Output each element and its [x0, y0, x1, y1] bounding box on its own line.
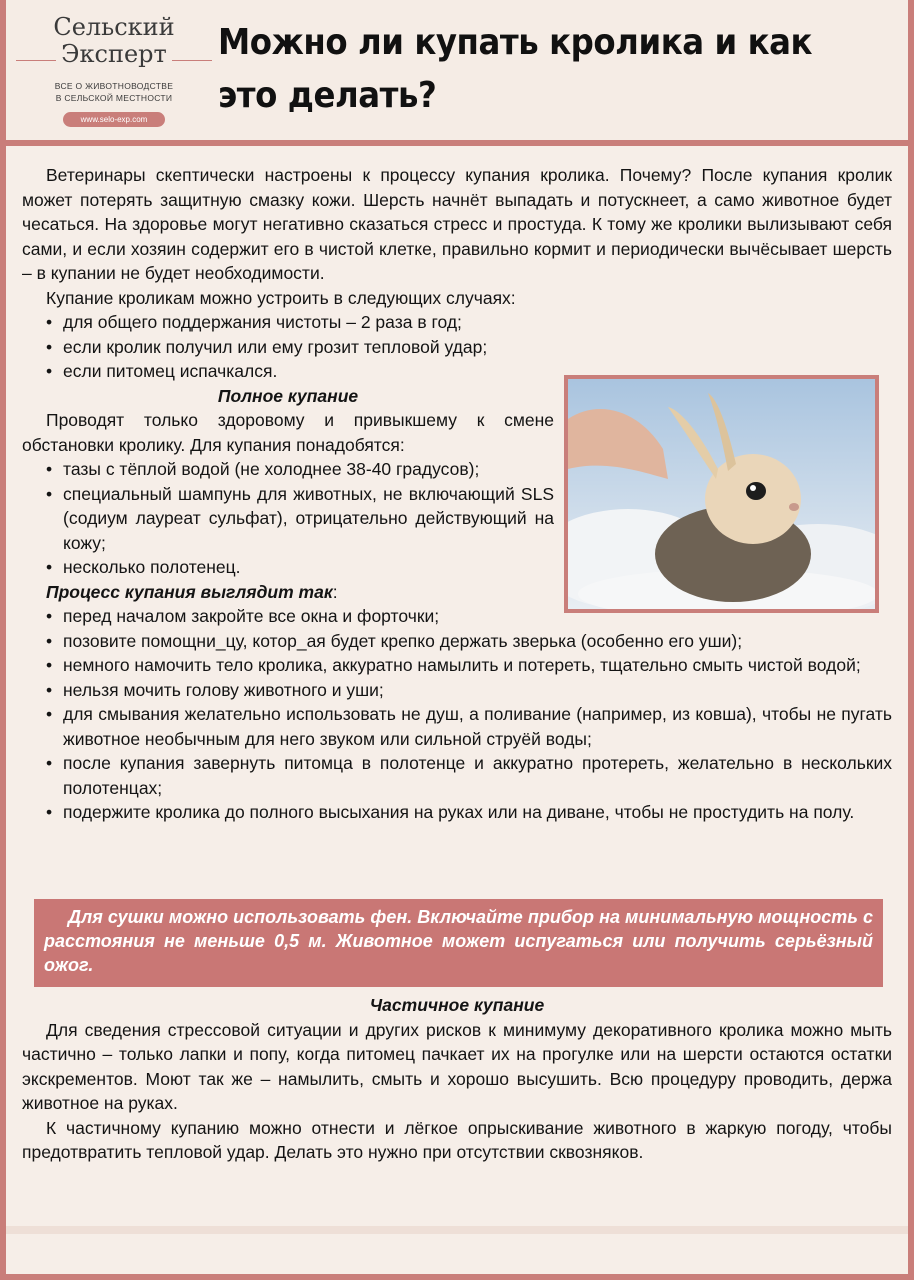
logo-divider-right	[172, 60, 212, 61]
warning-callout: Для сушки можно использовать фен. Включайте прибор на минимальную мощность с расстояния не меньше 0,5 м. Животное может испугаться или получить серьёзный ожог.	[34, 899, 883, 987]
list-item: • несколько полотенец.	[22, 555, 554, 580]
process-heading-colon: :	[332, 581, 338, 602]
footer-divider	[6, 1226, 908, 1234]
list-item: • подержите кролика до полного высыхания на руках или на диване, чтобы не простудить на полу.	[22, 800, 892, 825]
list-item: • тазы с тёплой водой (не холоднее 38-40 градусов);	[22, 457, 554, 482]
list-item: • перед началом закройте все окна и форточки;	[22, 604, 892, 629]
intro-paragraph: Ветеринары скептически настроены к процессу купания кролика. Почему? После купания кролик может потерять защитную смазку кожи. Шерсть начнёт выпадать и потускнеет, а само животное будет чесаться. На здоровье могут негативно сказаться стресс и простуда. К тому же кролики вылизывают себя сами, и если хозяин содержит его в чистой клетке, правильно кормит и периодически вычёсывает шерсть – в купании не будет необходимости.	[22, 165, 892, 283]
list-item: • специальный шампунь для животных, не включающий SLS (содиум лауреат сульфат), отрицательно действующий на кожу;	[22, 482, 554, 556]
partial-bath-heading: Частичное купание	[369, 995, 545, 1015]
logo-url-badge[interactable]: www.selo-exp.com	[63, 112, 166, 127]
process-heading-text: Процесс купания выглядит так	[46, 581, 333, 602]
list-item: • после купания завернуть питомца в полотенце и аккуратно протереть, желательно в нескольких полотенцах;	[22, 751, 892, 800]
list-item: • для смывания желательно использовать не душ, а поливание (например, из ковша), чтобы не пугать животное необычным для него звуком или сильной струёй воды;	[22, 702, 892, 751]
partial-bath-text-1: Для сведения стрессовой ситуации и других рисков к минимуму декоративного кролика можно мыть частично – только лапки и попу, когда питомец пачкает их на прогулке или на шерсти остаются остатки экскрементов. Моют так же – намылить, смыть и хорошо высушить. Всю процедуру проводить, держа животное на руках.	[22, 1019, 892, 1113]
list-item: • немного намочить тело кролика, аккуратно намылить и потереть, тщательно смыть чистой водой;	[22, 653, 892, 678]
list-item: • позовите помощни_цу, котор_ая будет крепко держать зверька (особенно его уши);	[22, 629, 892, 654]
header	[6, 0, 908, 146]
list-item: • для общего поддержания чистоты – 2 раза в год;	[22, 310, 892, 335]
article-body	[22, 163, 892, 825]
page-title: Можно ли купать кролика и как это делать?	[218, 22, 813, 116]
full-bath-text: Проводят только здоровому и привыкшему к смене обстановки кролику. Для купания понадобятся:	[22, 410, 554, 455]
logo-tagline-line1: ВСЕ О ЖИВОТНОВОДСТВЕ	[54, 81, 174, 91]
logo-text-line1: Сельский	[53, 13, 175, 41]
partial-bath-section	[22, 993, 892, 1165]
logo-tagline	[16, 80, 212, 104]
list-item: • нельзя мочить голову животного и уши;	[22, 678, 892, 703]
cases-intro: Купание кроликам можно устроить в следующих случаях:	[46, 287, 516, 308]
site-logo	[16, 14, 212, 127]
logo-tagline-line2: В СЕЛЬСКОЙ МЕСТНОСТИ	[55, 93, 173, 103]
process-heading	[22, 580, 892, 605]
list-item: • если кролик получил или ему грозит тепловой удар;	[22, 335, 892, 360]
list-item: • если питомец испачкался.	[22, 359, 892, 384]
logo-text-line2: Эксперт	[61, 40, 167, 68]
full-bath-section	[22, 384, 554, 580]
logo-divider-left	[16, 60, 56, 61]
full-bath-heading: Полное купание	[217, 385, 359, 406]
partial-bath-text-2: К частичному купанию можно отнести и лёгкое опрыскивание животного в жаркую погоду, чтобы предотвратить тепловой удар. Делать это нужно при отсутствии сквозняков.	[22, 1117, 892, 1162]
